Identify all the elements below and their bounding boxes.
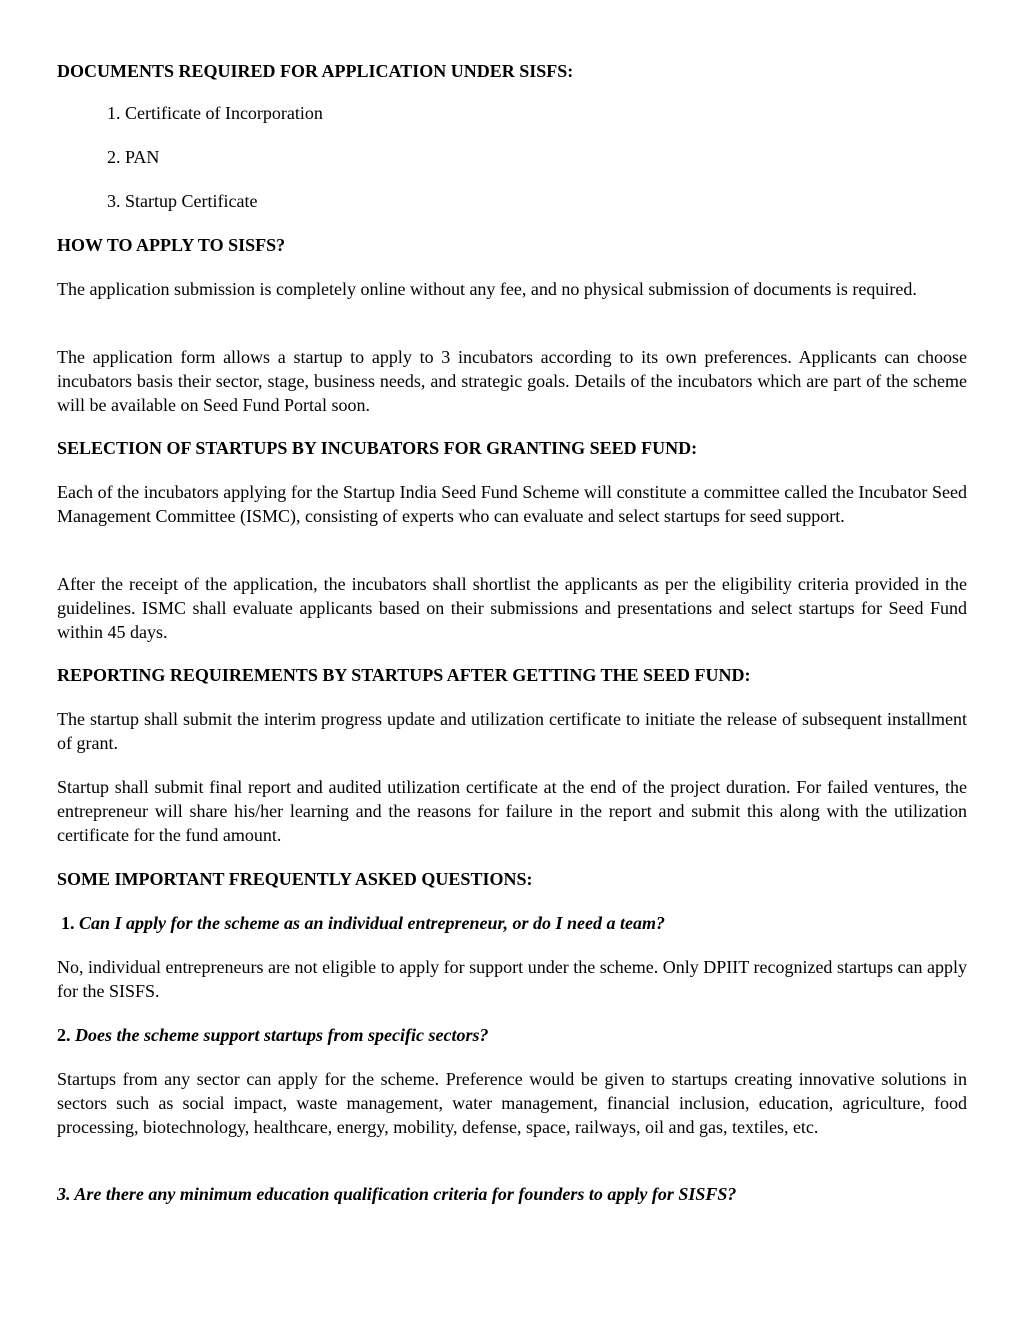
how-to-apply-paragraph-2: The application form allows a startup to apply to 3 incubators according to its own preferences. Applicants can choose incubators basis their sector, stage, business needs, and strategic goals. Details of the incubators which are part of the scheme will be available on Seed Fund Portal soon. [57, 347, 967, 415]
faq-heading: SOME IMPORTANT FREQUENTLY ASKED QUESTIONS: [57, 869, 533, 889]
documents-item-incorporation: 1. Certificate of Incorporation [107, 103, 323, 123]
selection-heading: SELECTION OF STARTUPS BY INCUBATORS FOR GRANTING SEED FUND: [57, 438, 698, 458]
how-to-apply-paragraph-1: The application submission is completely online without any fee, and no physical submission of documents is required. [57, 279, 917, 299]
faq-question-1 [61, 911, 665, 935]
reporting-paragraph-1: The startup shall submit the interim progress update and utilization certificate to initiate the release of subsequent installment of grant. [57, 709, 967, 753]
documents-item-startup-certificate: 3. Startup Certificate [107, 191, 258, 211]
how-to-apply-heading: HOW TO APPLY TO SISFS? [57, 235, 286, 255]
reporting-heading: REPORTING REQUIREMENTS BY STARTUPS AFTER GETTING THE SEED FUND: [57, 665, 751, 685]
documents-item-pan: 2. PAN [107, 147, 160, 167]
faq-answer-2: Startups from any sector can apply for the scheme. Preference would be given to startups creating innovative solutions in sectors such as social impact, waste management, water management, financial inclusion, education, agriculture, food processing, biotechnology, healthcare, energy, mobility, defense, space, railways, oil and gas, textiles, etc. [57, 1069, 967, 1137]
selection-paragraph-1: Each of the incubators applying for the Startup India Seed Fund Scheme will constitute a committee called the Incubator Seed Management Committee (ISMC), consisting of experts who can evaluate and select startups for seed support. [57, 482, 967, 526]
faq-question-3: 3. Are there any minimum education qualification criteria for founders to apply for SISFS? [57, 1184, 737, 1204]
faq-question-1-text: Can I apply for the scheme as an individual entrepreneur, or do I need a team? [79, 913, 666, 933]
faq-question-2 [57, 1023, 489, 1047]
faq-question-2-text: Does the scheme support startups from specific sectors? [75, 1025, 489, 1045]
documents-heading: DOCUMENTS REQUIRED FOR APPLICATION UNDER SISFS: [57, 61, 574, 81]
faq-question-2-number: 2. [57, 1025, 71, 1045]
reporting-paragraph-2: Startup shall submit final report and audited utilization certificate at the end of the project duration. For failed ventures, the entrepreneur will share his/her learning and the reasons for failure in the report and submit this along with the utilization certificate for the fund amount. [57, 777, 967, 845]
faq-answer-1: No, individual entrepreneurs are not eligible to apply for support under the scheme. Only DPIIT recognized startups can apply for the SISFS. [57, 957, 967, 1001]
faq-question-1-number: 1. [61, 913, 75, 933]
selection-paragraph-2: After the receipt of the application, the incubators shall shortlist the applicants as per the eligibility criteria provided in the guidelines. ISMC shall evaluate applicants based on their submissions and presentations and select startups for Seed Fund within 45 days. [57, 574, 967, 642]
